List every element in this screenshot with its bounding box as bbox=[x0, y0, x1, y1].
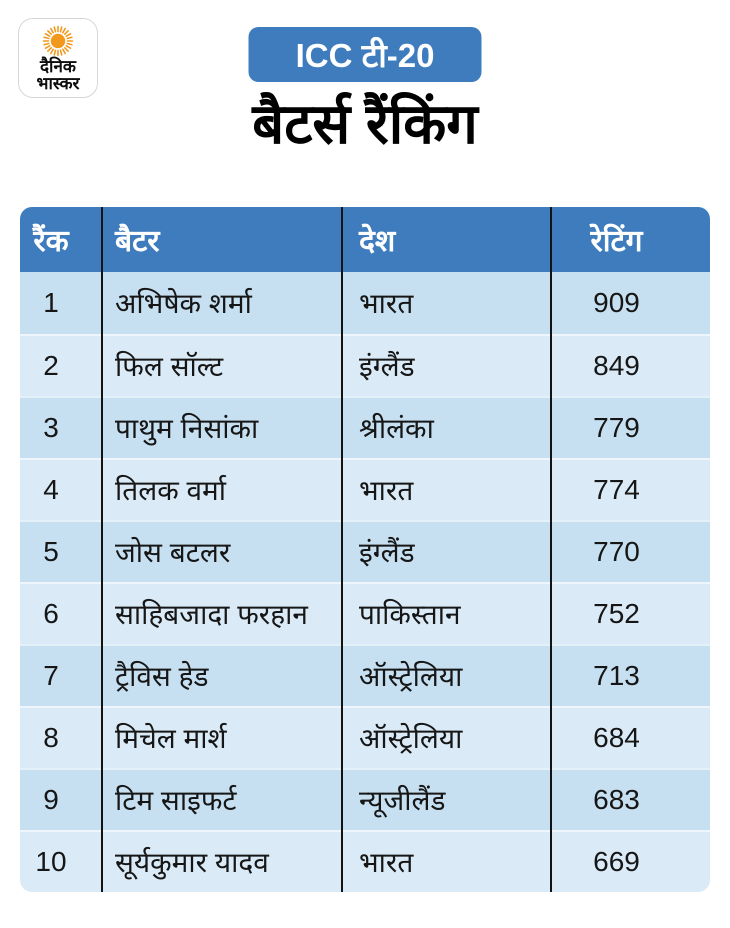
column-header-country: देश bbox=[359, 225, 396, 258]
column-divider bbox=[101, 207, 103, 892]
table-row bbox=[20, 706, 710, 768]
table-row bbox=[20, 644, 710, 706]
rank-cell: 1 bbox=[43, 287, 59, 318]
rank-cell: 7 bbox=[43, 660, 59, 691]
country-cell: इंग्लैंड bbox=[359, 537, 415, 568]
sunburst-icon bbox=[42, 25, 74, 57]
country-cell: ऑस्ट्रेलिया bbox=[359, 661, 463, 692]
table-header-row bbox=[20, 207, 710, 272]
country-cell: इंग्लैंड bbox=[359, 351, 415, 382]
rating-cell: 683 bbox=[593, 784, 640, 815]
country-cell: पाकिस्तान bbox=[359, 599, 461, 630]
column-header-rank: रैंक bbox=[33, 225, 69, 258]
country-cell: भारत bbox=[359, 288, 414, 319]
rating-cell: 669 bbox=[593, 846, 640, 877]
batter-cell: जोस बटलर bbox=[115, 537, 231, 568]
column-header-batter: बैटर bbox=[115, 225, 160, 258]
country-cell: भारत bbox=[359, 475, 414, 506]
rating-cell: 684 bbox=[593, 722, 640, 753]
table-row bbox=[20, 272, 710, 334]
batter-cell: अभिषेक शर्मा bbox=[115, 288, 252, 319]
table-row bbox=[20, 582, 710, 644]
batter-cell: मिचेल मार्श bbox=[115, 723, 227, 754]
country-cell: श्रीलंका bbox=[359, 413, 434, 444]
country-cell: न्यूजीलैंड bbox=[359, 785, 446, 816]
dainik-bhaskar-logo bbox=[18, 18, 98, 98]
table-row bbox=[20, 458, 710, 520]
batter-cell: सूर्यकुमार यादव bbox=[115, 847, 269, 878]
logo-line-1: दैनिक bbox=[40, 57, 76, 76]
column-divider bbox=[341, 207, 343, 892]
rating-cell: 849 bbox=[593, 350, 640, 381]
rating-cell: 752 bbox=[593, 598, 640, 629]
rank-cell: 2 bbox=[43, 350, 59, 381]
table-row bbox=[20, 520, 710, 582]
country-cell: ऑस्ट्रेलिया bbox=[359, 723, 463, 754]
column-divider bbox=[550, 207, 552, 892]
table-row bbox=[20, 396, 710, 458]
batter-cell: टिम साइफर्ट bbox=[115, 785, 237, 816]
rank-cell: 9 bbox=[43, 784, 59, 815]
batter-cell: ट्रैविस हेड bbox=[115, 661, 209, 692]
country-cell: भारत bbox=[359, 847, 414, 878]
column-header-rating: रेटिंग bbox=[590, 225, 643, 258]
table-row bbox=[20, 768, 710, 830]
table-row bbox=[20, 334, 710, 396]
batter-cell: साहिबजादा फरहान bbox=[115, 599, 308, 630]
rank-cell: 5 bbox=[43, 536, 59, 567]
rank-cell: 10 bbox=[35, 846, 67, 877]
table-body bbox=[20, 272, 710, 892]
batter-cell: तिलक वर्मा bbox=[115, 475, 227, 506]
batter-cell: फिल सॉल्ट bbox=[115, 351, 224, 382]
rating-cell: 779 bbox=[593, 412, 640, 443]
rank-cell: 6 bbox=[43, 598, 59, 629]
rating-cell: 770 bbox=[593, 536, 640, 567]
icc-t20-badge: ICC टी-20 bbox=[249, 27, 482, 82]
batter-cell: पाथुम निसांका bbox=[115, 413, 259, 444]
page-title: बैटर्स रैंकिंग bbox=[252, 92, 478, 155]
rating-cell: 713 bbox=[593, 660, 640, 691]
logo-line-2: भास्कर bbox=[36, 74, 80, 94]
rank-cell: 3 bbox=[43, 412, 59, 443]
rating-cell: 909 bbox=[593, 287, 640, 318]
rank-cell: 4 bbox=[43, 474, 59, 505]
rank-cell: 8 bbox=[43, 722, 59, 753]
rankings-table bbox=[20, 207, 710, 892]
table-row bbox=[20, 830, 710, 892]
rating-cell: 774 bbox=[593, 474, 640, 505]
